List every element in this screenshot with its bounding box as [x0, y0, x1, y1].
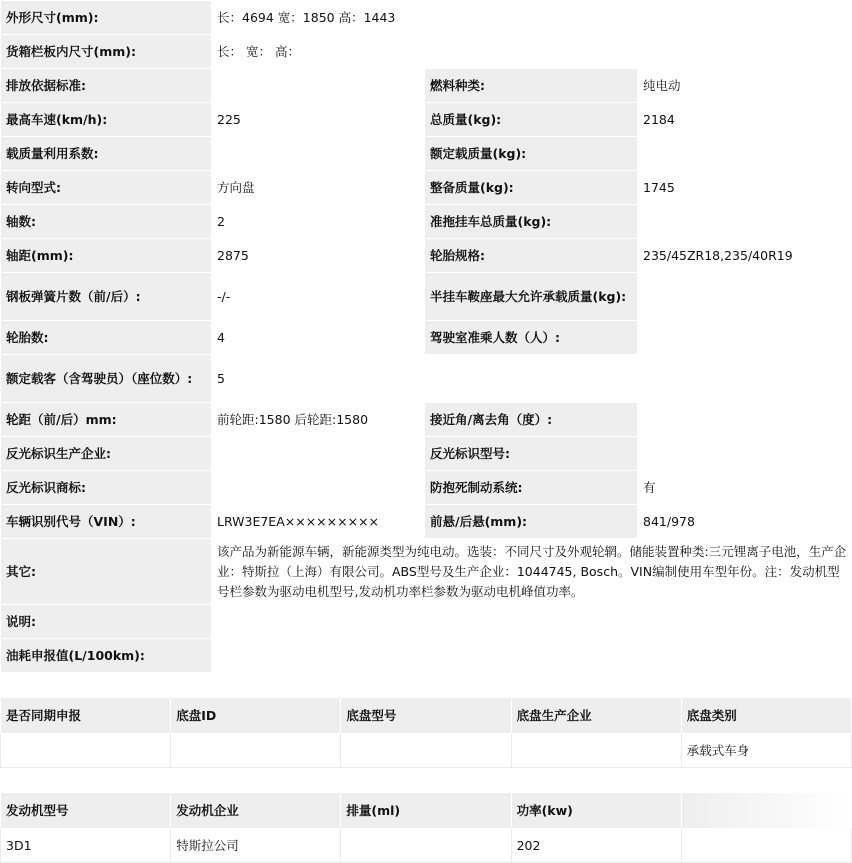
- chassis-table: [0, 697, 852, 768]
- spec-value: LRW3E7EA×××××××××: [212, 505, 425, 539]
- spec-value: 前轮距:1580 后轮距:1580: [212, 403, 425, 437]
- spec-value: [638, 321, 852, 355]
- engine-cell: [681, 829, 851, 863]
- spec-value: [212, 605, 852, 639]
- spec-value: 长： 宽： 高：: [212, 35, 852, 69]
- spec-row: [1, 273, 852, 321]
- spec-label: 反光标识商标:: [1, 471, 212, 505]
- spec-row: [1, 471, 852, 505]
- spec-label: 反光标识生产企业:: [1, 437, 212, 471]
- chassis-cell: [1, 734, 171, 768]
- spec-label: 外形尺寸(mm):: [1, 1, 212, 35]
- spec-row: [1, 605, 852, 639]
- spec-value: 有: [638, 471, 852, 505]
- spec-label: 额定载客（含驾驶员）（座位数）:: [1, 355, 212, 403]
- spec-row: [1, 355, 852, 403]
- engine-table: [0, 792, 852, 863]
- spec-label: 轮距（前/后）mm:: [1, 403, 212, 437]
- spec-value: 2: [212, 205, 425, 239]
- spec-value: [638, 273, 852, 321]
- spec-row: [1, 171, 852, 205]
- spec-label: 车辆识别代号（VIN）:: [1, 505, 212, 539]
- engine-header-row: [1, 793, 852, 829]
- spec-label: 准拖挂车总质量(kg):: [425, 205, 638, 239]
- spec-row: [1, 103, 852, 137]
- spec-row: [1, 35, 852, 69]
- spec-row: [1, 437, 852, 471]
- spec-value: [638, 137, 852, 171]
- spec-row: [1, 1, 852, 35]
- spec-label: 说明:: [1, 605, 212, 639]
- spec-value: 1745: [638, 171, 852, 205]
- chassis-cell: [341, 734, 511, 768]
- engine-header-cell: 排量(ml): [341, 793, 511, 829]
- chassis-header-cell: 是否同期申报: [1, 698, 171, 734]
- chassis-header-cell: 底盘ID: [171, 698, 341, 734]
- spec-label: 总质量(kg):: [425, 103, 638, 137]
- spec-label: 燃料种类:: [425, 69, 638, 103]
- spec-label: 载质量利用系数:: [1, 137, 212, 171]
- spec-label: 其它:: [1, 539, 212, 605]
- spec-label: 轮胎数:: [1, 321, 212, 355]
- chassis-row: [1, 734, 852, 768]
- chassis-cell: [511, 734, 681, 768]
- spec-label: 轮胎规格:: [425, 239, 638, 273]
- spec-row: [1, 321, 852, 355]
- spec-row: [1, 539, 852, 605]
- spec-value: 4: [212, 321, 425, 355]
- spec-value: [638, 437, 852, 471]
- spec-row: [1, 403, 852, 437]
- spec-label: 货箱栏板内尺寸(mm):: [1, 35, 212, 69]
- spec-row: [1, 505, 852, 539]
- spec-value: 长：4694 宽：1850 高：1443: [212, 1, 852, 35]
- spec-label: 轴距(mm):: [1, 239, 212, 273]
- spec-value: 2875: [212, 239, 425, 273]
- spec-value: 5: [212, 355, 852, 403]
- spec-value: 235/45ZR18,235/40R19: [638, 239, 852, 273]
- spec-row: [1, 205, 852, 239]
- spec-value: 2184: [638, 103, 852, 137]
- spec-value: 225: [212, 103, 425, 137]
- spec-label: 额定载质量(kg):: [425, 137, 638, 171]
- spec-label: 整备质量(kg):: [425, 171, 638, 205]
- spec-label: 钢板弹簧片数（前/后）:: [1, 273, 212, 321]
- engine-row: [1, 829, 852, 863]
- engine-cell: [341, 829, 511, 863]
- spec-value: 纯电动: [638, 69, 852, 103]
- spec-value: 方向盘: [212, 171, 425, 205]
- spec-label: 最高车速(km/h):: [1, 103, 212, 137]
- chassis-header-cell: 底盘生产企业: [511, 698, 681, 734]
- chassis-header-cell: 底盘型号: [341, 698, 511, 734]
- chassis-cell: 承载式车身: [681, 734, 851, 768]
- engine-header-cell: 功率(kw): [511, 793, 681, 829]
- engine-header-cell: [681, 793, 851, 829]
- spec-label: 接近角/离去角（度）:: [425, 403, 638, 437]
- spec-label: 半挂车鞍座最大允许承载质量(kg):: [425, 273, 638, 321]
- spec-row: [1, 137, 852, 171]
- spec-label: 前悬/后悬(mm):: [425, 505, 638, 539]
- spec-value: -/-: [212, 273, 425, 321]
- engine-cell: 202: [511, 829, 681, 863]
- spec-value: [212, 69, 425, 103]
- spec-value: [638, 403, 852, 437]
- spec-value: [638, 205, 852, 239]
- spec-label: 排放依据标准:: [1, 69, 212, 103]
- spec-label: 反光标识型号:: [425, 437, 638, 471]
- chassis-cell: [171, 734, 341, 768]
- spec-row: [1, 639, 852, 673]
- engine-cell: 3D1: [1, 829, 171, 863]
- spec-value: [212, 471, 425, 505]
- spec-row: [1, 69, 852, 103]
- spec-label: 轴数:: [1, 205, 212, 239]
- spec-value: [212, 437, 425, 471]
- spec-label: 驾驶室准乘人数（人）:: [425, 321, 638, 355]
- engine-header-cell: 发动机型号: [1, 793, 171, 829]
- spec-value: [212, 137, 425, 171]
- spec-label: 防抱死制动系统:: [425, 471, 638, 505]
- spec-label: 转向型式:: [1, 171, 212, 205]
- spec-value: 841/978: [638, 505, 852, 539]
- engine-header-cell: 发动机企业: [171, 793, 341, 829]
- spec-value: 该产品为新能源车辆，新能源类型为纯电动。选装：不同尺寸及外观轮辋。储能装置种类:三元锂离子电池，生产企业：特斯拉（上海）有限公司。ABS型号及生产企业：1044745, Bosch。VIN编制使用车型年份。注：发动机型号栏参数为驱动电机型号,发动机功率栏参数为驱动电机峰值功率。: [212, 539, 852, 605]
- chassis-header-row: [1, 698, 852, 734]
- engine-cell: 特斯拉公司: [171, 829, 341, 863]
- spec-row: [1, 239, 852, 273]
- chassis-header-cell: 底盘类别: [681, 698, 851, 734]
- spec-label: 油耗申报值(L/100km):: [1, 639, 212, 673]
- spec-value: [212, 639, 852, 673]
